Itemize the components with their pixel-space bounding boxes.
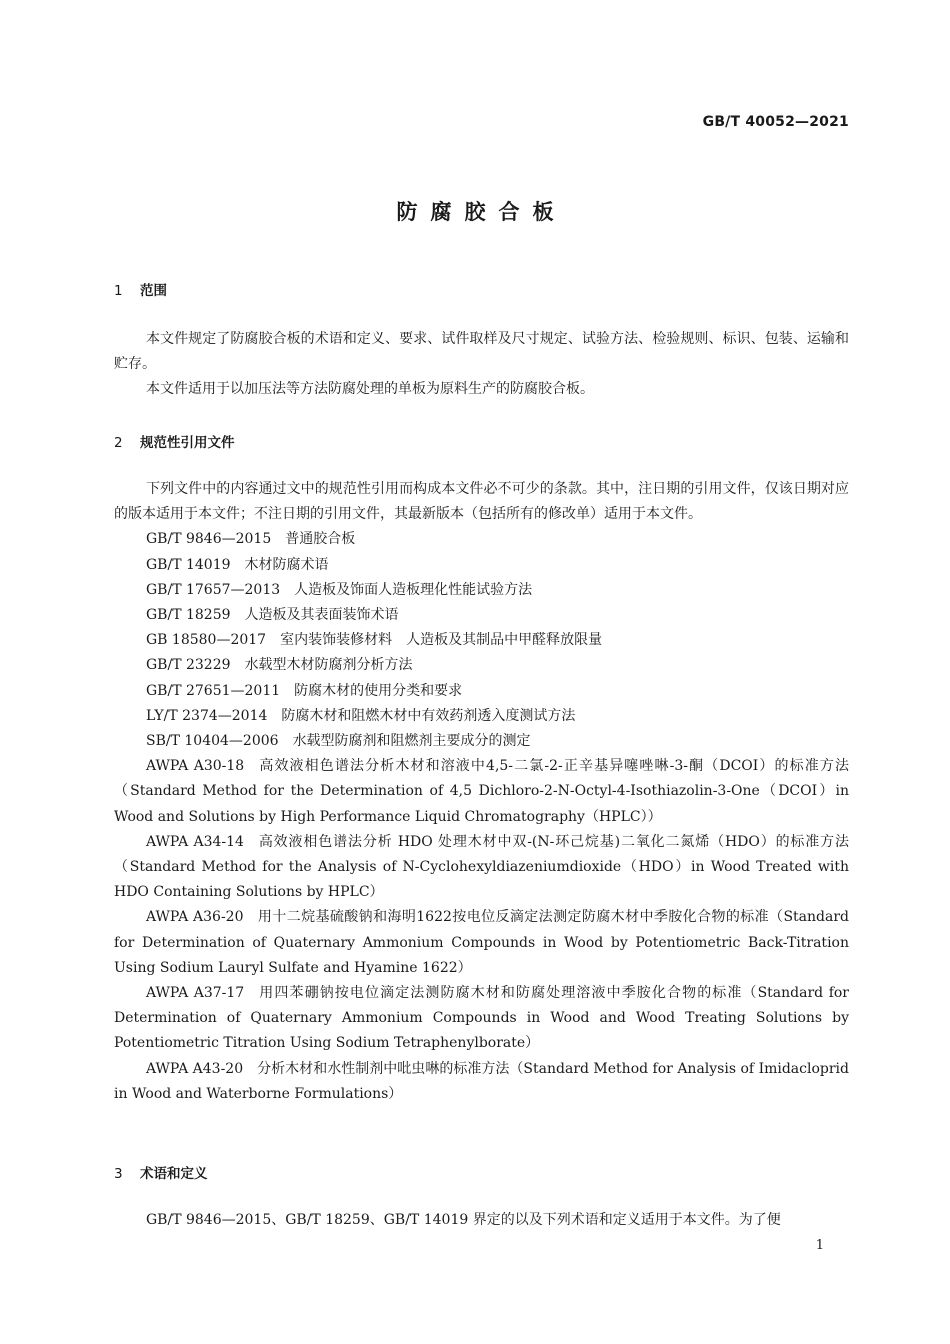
reference-title: 防腐木材的使用分类和要求: [294, 682, 463, 699]
section-1-paragraph: 本文件规定了防腐胶合板的术语和定义、要求、试件取样及尺寸规定、试验方法、检验规则、标识、包装、运输和贮存。: [114, 331, 849, 373]
reference-item: [114, 981, 849, 1057]
section-3-title: 术语和定义: [140, 1166, 208, 1182]
section-1-paragraph: 本文件适用于以加压法等方法防腐处理的单板为原料生产的防腐胶合板。: [146, 381, 594, 398]
reference-title: 用四苯硼钠按电位滴定法测防腐木材和防腐处理溶液中季胺化合物的标准（Standard for Determination of Quaternary Ammonium Compounds in Wood and Wood Treating Solutions by Potentiometric Titration Using Sodium Tetraphenylborate）: [114, 985, 849, 1052]
section-2-number: 2: [114, 435, 123, 451]
section-1-number: 1: [114, 283, 123, 299]
reference-item: [114, 729, 849, 754]
reference-item: [114, 628, 849, 653]
reference-item: [114, 830, 849, 906]
reference-title: 用十二烷基硫酸钠和海明1622按电位反滴定法测定防腐木材中季胺化合物的标准（Standard for Determination of Quaternary Ammonium Compounds in Wood by Potentiometric Back-Titration Using Sodium Lauryl Sulfate and Hyamine 1622）: [114, 909, 849, 976]
reference-title: 水载型木材防腐剂分析方法: [244, 657, 413, 674]
reference-code: AWPA A36-20: [146, 909, 244, 926]
reference-item: [114, 754, 849, 830]
reference-code: AWPA A30-18: [146, 758, 245, 775]
reference-code: SB/T 10404—2006: [146, 733, 279, 750]
reference-code: GB/T 23229: [146, 657, 231, 674]
reference-title: 人造板及其表面装饰术语: [244, 607, 399, 624]
reference-item: [114, 653, 849, 678]
reference-code: AWPA A37-17: [146, 985, 245, 1002]
reference-code: GB/T 14019: [146, 556, 231, 573]
section-2-intro: 下列文件中的内容通过文中的规范性引用而构成本文件必不可少的条款。其中，注日期的引用文件，仅该日期对应的版本适用于本文件；不注日期的引用文件，其最新版本（包括所有的修改单）适用于本文件。: [114, 481, 849, 523]
reference-code: GB/T 27651—2011: [146, 682, 281, 699]
reference-item: [114, 1057, 849, 1107]
reference-item: [114, 527, 849, 552]
reference-item: [114, 905, 849, 981]
reference-code: LY/T 2374—2014: [146, 707, 268, 724]
section-1-body: [114, 327, 849, 403]
section-2-heading: [114, 431, 235, 451]
section-1-title: 范围: [140, 283, 167, 299]
page-number: 1: [815, 1238, 824, 1253]
section-1-heading: [114, 279, 167, 299]
section-2-body: [114, 477, 849, 1107]
reference-code: GB/T 9846—2015: [146, 531, 272, 548]
section-3-heading: [114, 1162, 208, 1182]
reference-code: GB 18580—2017: [146, 632, 267, 649]
standard-code: GB/T 40052—2021: [702, 114, 849, 130]
reference-item: [114, 603, 849, 628]
reference-title: 普通胶合板: [285, 531, 356, 548]
reference-code: GB/T 17657—2013: [146, 581, 281, 598]
reference-code: AWPA A43-20: [146, 1060, 244, 1077]
reference-title: 室内装饰装修材料 人造板及其制品中甲醛释放限量: [280, 632, 603, 649]
document-title: 防腐胶合板: [396, 200, 567, 224]
section-3-body: [114, 1208, 849, 1233]
reference-title: 人造板及饰面人造板理化性能试验方法: [294, 581, 533, 598]
reference-code: GB/T 18259: [146, 607, 231, 624]
section-2-title: 规范性引用文件: [140, 435, 235, 451]
reference-title: 高效液相色谱法分析木材和溶液中4,5-二氯-2-正辛基异噻唑啉-3-酮（DCOI）的标准方法（Standard Method for the Determination of 4,5 Dichloro-2-N-Octyl-4-Isothiazolin-3-One（DCOI）in Wood and Solutions by High Performance Liquid Chromatography（HPLC））: [114, 758, 849, 825]
section-3-paragraph: GB/T 9846—2015、GB/T 18259、GB/T 14019 界定的以及下列术语和定义适用于本文件。为了便: [146, 1212, 781, 1228]
reference-item: [114, 679, 849, 704]
reference-code: AWPA A34-14: [146, 833, 244, 850]
reference-item: [114, 578, 849, 603]
reference-title: 木材防腐术语: [244, 556, 329, 573]
reference-item: [114, 704, 849, 729]
section-3-number: 3: [114, 1166, 123, 1182]
reference-title: 防腐木材和阻燃木材中有效药剂透入度测试方法: [281, 707, 576, 724]
reference-title: 高效液相色谱法分析 HDO 处理木材中双-(N-环己烷基)二氧化二氮烯（HDO）的标准方法（Standard Method for the Analysis of N-Cyclohexyldiazeniumdioxide（HDO）in Wood Treated with HDO Containing Solutions by HPLC）: [114, 833, 849, 901]
reference-item: [114, 553, 849, 578]
reference-title: 水载型防腐剂和阻燃剂主要成分的测定: [292, 733, 531, 750]
reference-title: 分析木材和水性制剂中吡虫啉的标准方法（Standard Method for Analysis of Imidacloprid in Wood and Waterborne Formulations）: [114, 1060, 849, 1102]
